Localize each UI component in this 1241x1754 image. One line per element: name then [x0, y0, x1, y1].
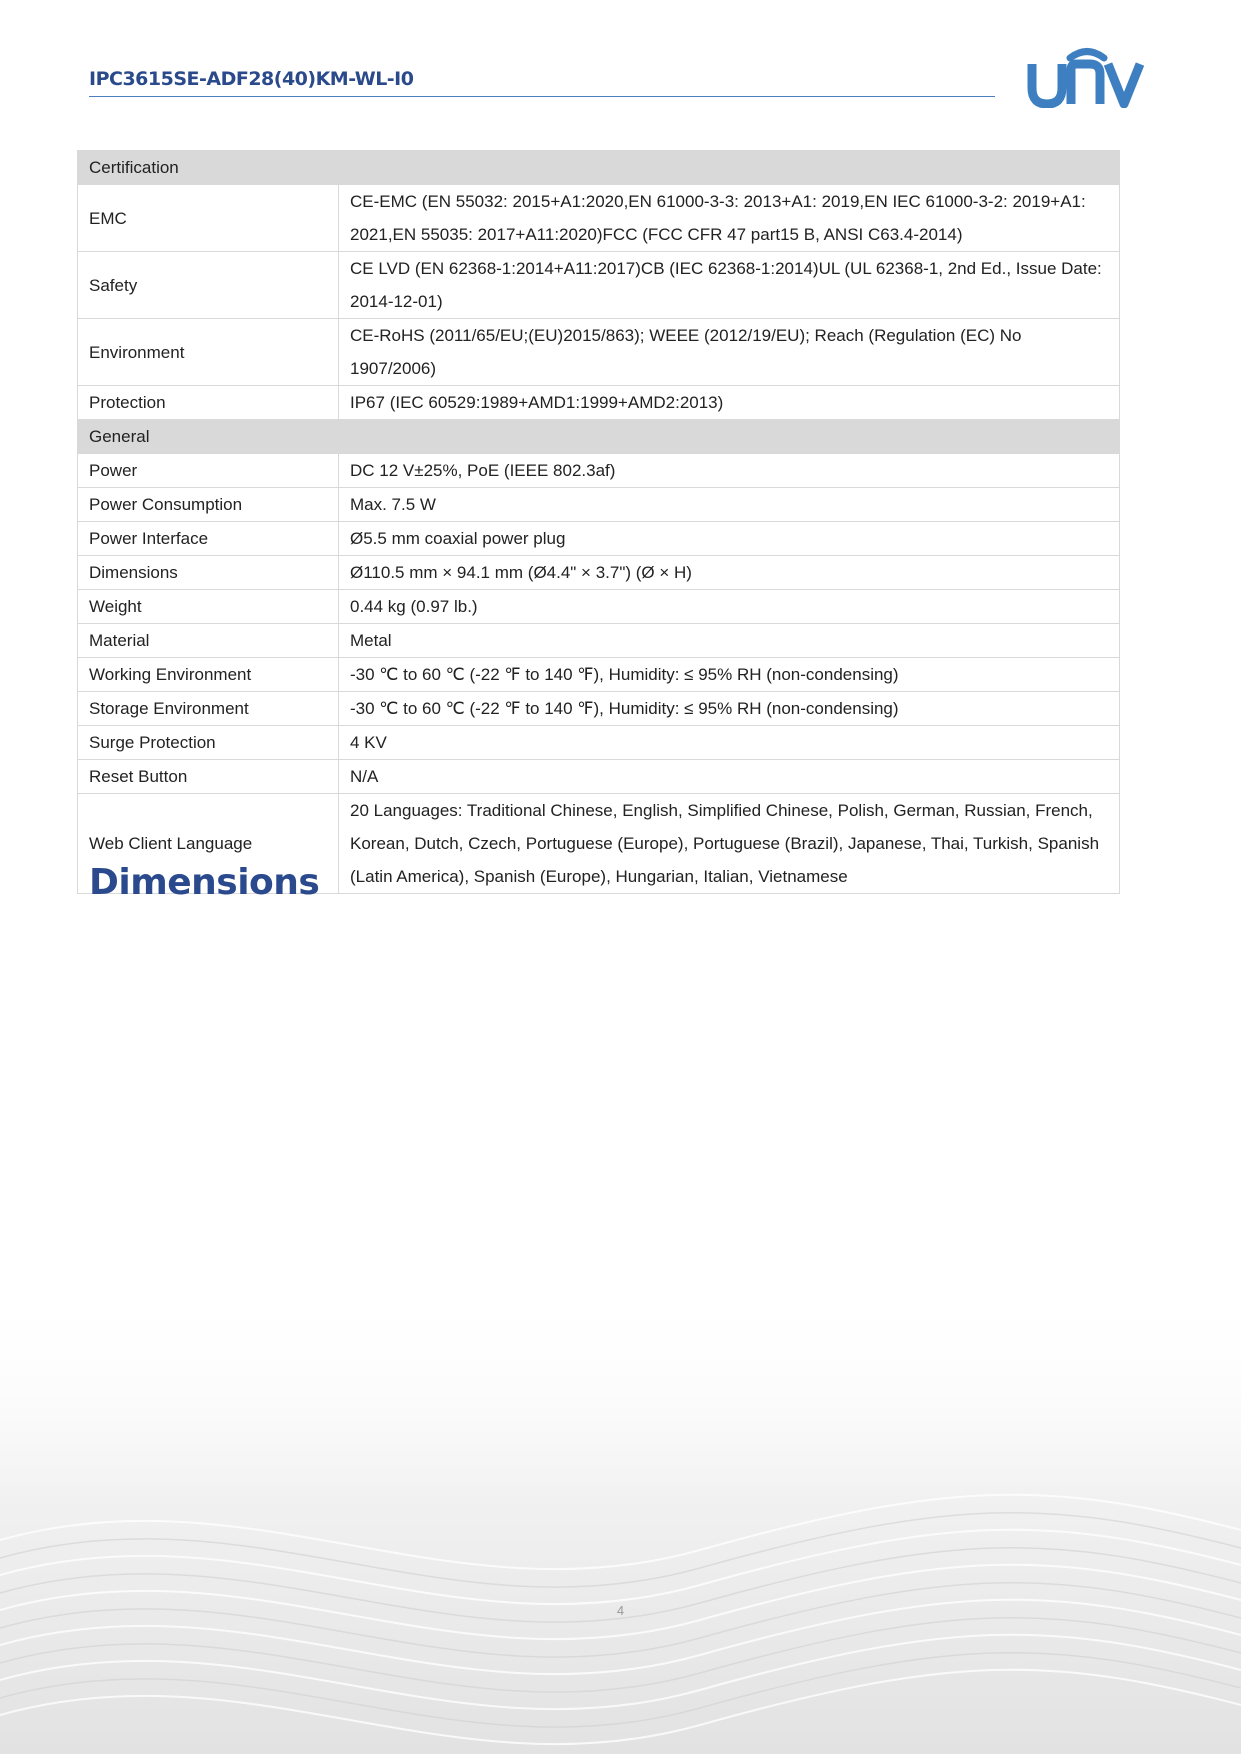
spec-table	[77, 150, 1120, 894]
spec-label: Dimensions	[78, 556, 339, 590]
spec-value: IP67 (IEC 60529:1989+AMD1:1999+AMD2:2013)	[339, 386, 1120, 420]
spec-label: Web Client Language	[78, 794, 339, 894]
spec-label: Weight	[78, 590, 339, 624]
spec-label: Surge Protection	[78, 726, 339, 760]
spec-row	[78, 624, 1120, 658]
product-model-title: IPC3615SE-ADF28(40)KM-WL-I0	[89, 68, 414, 90]
spec-value: Max. 7.5 W	[339, 488, 1120, 522]
spec-label: Power	[78, 454, 339, 488]
section-header-row	[78, 420, 1120, 454]
spec-row	[78, 760, 1120, 794]
section-title: Certification	[78, 151, 1120, 185]
spec-value: N/A	[339, 760, 1120, 794]
spec-row	[78, 319, 1120, 386]
section-header-row	[78, 151, 1120, 185]
spec-value: CE-RoHS (2011/65/EU;(EU)2015/863); WEEE (2012/19/EU); Reach (Regulation (EC) No 1907/2006)	[339, 319, 1120, 386]
spec-row	[78, 488, 1120, 522]
section-title: General	[78, 420, 1120, 454]
spec-label: EMC	[78, 185, 339, 252]
spec-value: 4 KV	[339, 726, 1120, 760]
spec-value: CE-EMC (EN 55032: 2015+A1:2020,EN 61000-3-3: 2013+A1: 2019,EN IEC 61000-3-2: 2019+A1: 2021,EN 55035: 2017+A11:2020)FCC (FCC CFR 47 part15 B, ANSI C63.4-2014)	[339, 185, 1120, 252]
spec-row	[78, 522, 1120, 556]
footer-wave-background	[0, 1290, 1241, 1754]
spec-label: Power Interface	[78, 522, 339, 556]
spec-row	[78, 726, 1120, 760]
spec-value: -30 ℃ to 60 ℃ (-22 ℉ to 140 ℉), Humidity: ≤ 95% RH (non-condensing)	[339, 658, 1120, 692]
spec-row	[78, 658, 1120, 692]
spec-row	[78, 590, 1120, 624]
spec-value: Metal	[339, 624, 1120, 658]
spec-label: Material	[78, 624, 339, 658]
header-divider	[89, 96, 995, 97]
spec-label: Working Environment	[78, 658, 339, 692]
spec-label: Storage Environment	[78, 692, 339, 726]
spec-row	[78, 252, 1120, 319]
spec-label: Safety	[78, 252, 339, 319]
unv-logo	[1026, 42, 1148, 108]
spec-row	[78, 454, 1120, 488]
spec-label: Protection	[78, 386, 339, 420]
spec-value: CE LVD (EN 62368-1:2014+A11:2017)CB (IEC 62368-1:2014)UL (UL 62368-1, 2nd Ed., Issue Date: 2014-12-01)	[339, 252, 1120, 319]
spec-value: 0.44 kg (0.97 lb.)	[339, 590, 1120, 624]
spec-label: Power Consumption	[78, 488, 339, 522]
spec-value: Ø110.5 mm × 94.1 mm (Ø4.4" × 3.7") (Ø × H)	[339, 556, 1120, 590]
spec-row	[78, 556, 1120, 590]
spec-value: Ø5.5 mm coaxial power plug	[339, 522, 1120, 556]
page-number: 4	[616, 1603, 625, 1618]
spec-value: DC 12 V±25%, PoE (IEEE 802.3af)	[339, 454, 1120, 488]
spec-row	[78, 692, 1120, 726]
spec-value: 20 Languages: Traditional Chinese, English, Simplified Chinese, Polish, German, Russian, French, Korean, Dutch, Czech, Portuguese (Europe), Portuguese (Brazil), Japanese, Thai, Turkish, Spanish (Latin America), Spanish (Europe), Hungarian, Italian, Vietnamese	[339, 794, 1120, 894]
spec-row	[78, 386, 1120, 420]
spec-label: Reset Button	[78, 760, 339, 794]
dimensions-heading: Dimensions	[89, 862, 320, 903]
spec-label: Environment	[78, 319, 339, 386]
spec-row	[78, 185, 1120, 252]
spec-value: -30 ℃ to 60 ℃ (-22 ℉ to 140 ℉), Humidity: ≤ 95% RH (non-condensing)	[339, 692, 1120, 726]
